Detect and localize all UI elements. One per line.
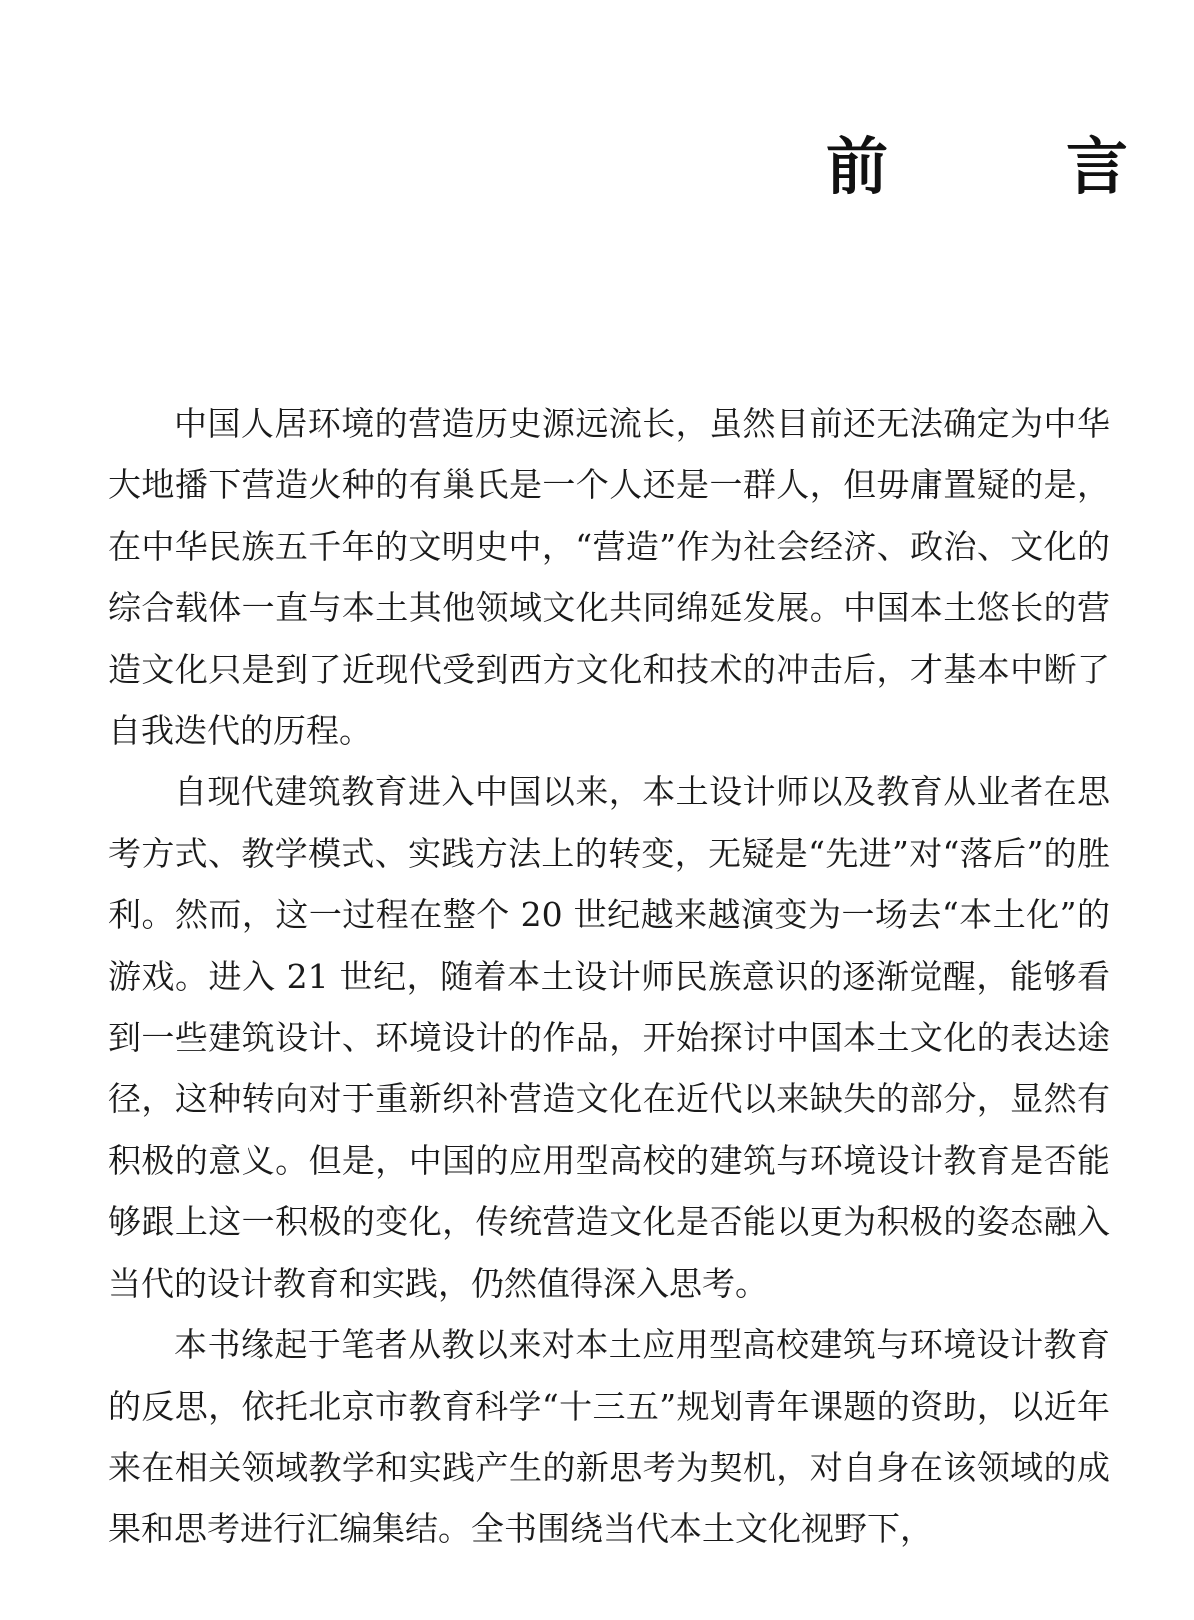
paragraph-2: 自现代建筑教育进入中国以来，本土设计师以及教育从业者在思考方式、教学模式、实践方法上的转变，无疑是“先进”对“落后”的胜利。然而，这一过程在整个 20 世纪越来越演变为一场去“本土化”的游戏。进入 21 世纪，随着本土设计师民族意识的逐渐觉醒，能够看到一些建筑设计、环境设计的作品，开始探讨中国本土文化的表达途径，这种转向对于重新织补营造文化在近代以来缺失的部分，显然有积极的意义。但是，中国的应用型高校的建筑与环境设计教育是否能够跟上这一积极的变化，传统营造文化是否能以更为积极的姿态融入当代的设计教育和实践，仍然值得深入思考。	[108, 772, 1110, 1303]
page-title: 前 言	[825, 130, 1186, 203]
paragraph-1: 中国人居环境的营造历史源远流长，虽然目前还无法确定为中华大地播下营造火种的有巢氏是一个人还是一群人，但毋庸置疑的是，在中华民族五千年的文明史中，“营造”作为社会经济、政治、文化的综合载体一直与本土其他领域文化共同绵延发展。中国本土悠长的营造文化只是到了近现代受到西方文化和技术的冲击后，才基本中断了自我迭代的历程。	[108, 404, 1110, 751]
body-text	[108, 393, 1110, 1560]
paragraph-3: 本书缘起于笔者从教以来对本土应用型高校建筑与环境设计教育的反思，依托北京市教育科学“十三五”规划青年课题的资助，以近年来在相关领域教学和实践产生的新思考为契机，对自身在该领域的成果和思考进行汇编集结。全书围绕当代本土文化视野下，	[108, 1325, 1110, 1549]
